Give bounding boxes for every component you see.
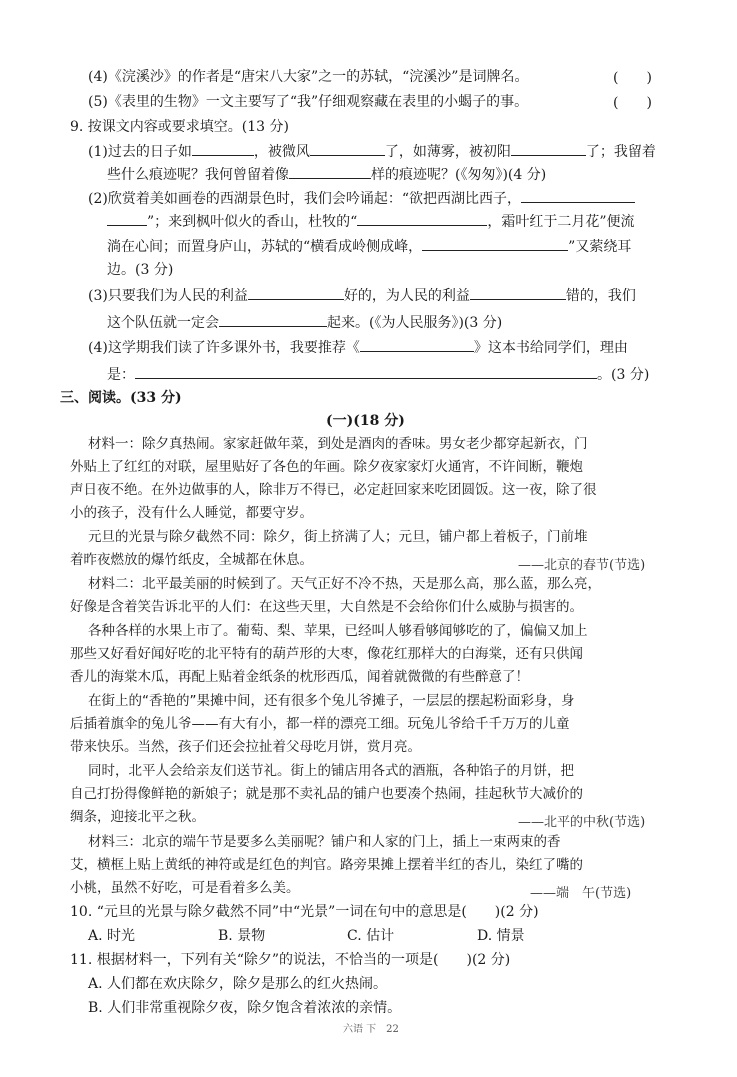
material2-line: 绸条，迎接北平之秋。 — [70, 809, 205, 825]
fill-blank[interactable] — [470, 285, 566, 300]
q10-option-a[interactable]: A. 时光 — [88, 928, 136, 944]
material1-line: 元旦的光景与除夕截然不同：除夕，街上挤满了人；元旦，铺户都上着板子，门前堆 — [88, 529, 588, 545]
material1-line: 小的孩子，没有什么人睡觉，都要守岁。 — [70, 505, 313, 521]
q10-option-c[interactable]: C. 估计 — [347, 928, 395, 944]
fill-blank[interactable] — [357, 211, 487, 226]
answer-paren: ( ) — [613, 95, 652, 111]
q9-p1-line1: (1)过去的日子如 ，被微风 了，如薄雾，被初阳 了；我留着 — [88, 141, 656, 162]
material2-line: 香儿的海棠木瓜，再配上贴着金纸条的枕形西瓜，闻着就微微的有些醉意了！ — [70, 669, 529, 685]
fill-blank[interactable] — [219, 312, 327, 327]
material2-line: 自己打扮得像鲜艳的新娘子；就是那不卖礼品的铺户也要凑个热闹，挂起秋节大减价的 — [70, 786, 583, 802]
material3-line: 材料三：北京的端午节是要多么美丽呢？铺户和人家的门上，插上一束两束的香 — [88, 834, 561, 850]
fill-blank[interactable] — [248, 285, 344, 300]
q11-stem: 11. 根据材料一，下列有关“除夕”的说法，不恰当的一项是( )(2 分) — [70, 952, 511, 968]
material2-line: 好像是含着笑告诉北平的人们：在这些天里，大自然是不会给你们什么威胁与损害的。 — [70, 599, 583, 615]
q9-p3-line1: (3)只要我们为人民的利益 好的，为人民的利益 错的，我们 — [88, 285, 636, 306]
q9-p1-line2: 些什么痕迹呢？我何曾留着像 样的痕迹呢？(《匆匆》)(4 分) — [107, 164, 546, 185]
fill-blank[interactable] — [135, 364, 597, 379]
fill-blank[interactable] — [310, 141, 385, 156]
q9-p3-line2: 这个队伍就一定会 起来。(《为人民服务》)(3 分) — [107, 312, 502, 333]
q10-option-d[interactable]: D. 情景 — [477, 928, 525, 944]
material2-line: 后插着旗伞的兔儿爷——有大有小，都一样的漂亮工细。玩兔儿爷给千千万万的儿童 — [70, 716, 570, 732]
reading-subtitle: (一)(18 分) — [326, 413, 405, 429]
material2-line: 材料二：北平最美丽的时候到了。天气正好不冷不热，天是那么高，那么蓝，那么亮， — [88, 576, 601, 592]
answer-paren: ( ) — [613, 70, 652, 86]
fill-blank[interactable] — [192, 141, 254, 156]
q11-option-b[interactable]: B. 人们非常重视除夕夜，除夕饱含着浓浓的亲情。 — [88, 1000, 402, 1016]
q8-item-5: (5)《表里的生物》一文主要写了“我”仔细观察藏在表里的小蝎子的事。 — [88, 94, 529, 110]
fill-blank[interactable] — [511, 141, 586, 156]
material2-line: 带来快乐。当然，孩子们还会拉扯着父母吃月饼，赏月亮。 — [70, 739, 421, 755]
material1-line: 着昨夜燃放的爆竹纸皮，全城都在休息。 — [70, 552, 313, 568]
material3-line: 艾，横框上贴上黄纸的神符或是红色的判官。路旁果摊上摆着半红的杏儿，染红了嘴的 — [70, 857, 583, 873]
q9-p4-line1: (4)这学期我们读了许多课外书，我要推荐《 》这本书给同学们，理由 — [88, 337, 628, 358]
q9-title: 9. 按课文内容或要求填空。(13 分) — [70, 119, 289, 135]
q11-option-a[interactable]: A. 人们都在欢庆除夕，除夕是那么的红火热闹。 — [88, 976, 388, 992]
section-title: 三、阅读。(33 分) — [60, 390, 182, 406]
material2-line: 同时，北平人会给亲友们送节礼。街上的铺店用各式的酒瓶，各种馅子的月饼，把 — [88, 763, 574, 779]
material2-line: 在街上的“香艳的”果摊中间，还有很多个兔儿爷摊子，一层层的摆起粉面彩身，身 — [88, 693, 575, 709]
q9-p2-line2: ”；来到枫叶似火的香山，杜牧的“ ，霜叶红于二月花”便流 — [107, 211, 635, 232]
q9-p4-line2: 是： 。(3 分) — [107, 364, 649, 385]
fill-blank[interactable] — [360, 337, 474, 352]
material3-line: 小桃，虽然不好吃，可是看着多么美。 — [70, 880, 300, 896]
fill-blank[interactable] — [107, 211, 147, 226]
material3-source: ——端 午(节选) — [530, 886, 632, 901]
material1-line: 外贴上了红红的对联，屋里贴好了各色的年画。除夕夜家家灯火通宵，不许间断，鞭炮 — [70, 459, 583, 475]
q9-p2-line1: (2)欣赏着美如画卷的西湖景色时，我们会吟诵起：“欲把西湖比西子， — [88, 188, 635, 209]
material1-line: 声日夜不绝。在外边做事的人，除非万不得已，必定赶回家来吃团圆饭。这一夜，除了很 — [70, 482, 597, 498]
fill-blank[interactable] — [289, 164, 371, 179]
material1-source: ——北京的春节(节选) — [518, 558, 646, 573]
material2-line: 那些又好看好闻好吃的北平特有的葫芦形的大枣，像花红那样大的白海棠，还有只供闻 — [70, 646, 583, 662]
q10-option-b[interactable]: B. 景物 — [218, 928, 266, 944]
fill-blank[interactable] — [521, 188, 635, 203]
material2-source: ——北平的中秋(节选) — [518, 815, 646, 830]
q9-p2-line4: 边。(3 分) — [107, 262, 174, 278]
fill-blank[interactable] — [422, 236, 568, 251]
material2-line: 各种各样的水果上市了。葡萄、梨、苹果，已经叫人够看够闻够吃的了，偏偏又加上 — [88, 623, 588, 639]
q8-item-4: (4)《浣溪沙》的作者是“唐宋八大家”之一的苏轼，“浣溪沙”是词牌名。 — [88, 69, 529, 85]
q9-p2-line3: 淌在心间；而置身庐山，苏轼的“横看成岭侧成峰， ”又萦绕耳 — [107, 236, 631, 257]
q10-stem: 10. “元旦的光景与除夕截然不同”中“光景”一词在句中的意思是( )(2 分) — [70, 904, 539, 920]
page-footer: 六语 下 22 — [343, 1024, 399, 1035]
material1-line: 材料一：除夕真热闹。家家赶做年菜，到处是酒肉的香味。男女老少都穿起新衣，门 — [88, 436, 588, 452]
